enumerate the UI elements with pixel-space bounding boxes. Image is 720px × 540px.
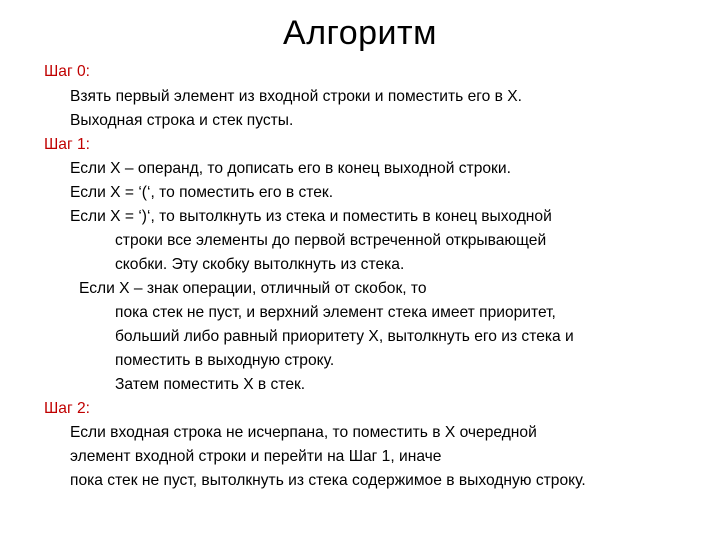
- step-1-line-8: больший либо равный приоритету X, вытолкнуть его из стека и: [115, 328, 574, 345]
- step-1-line-2: Если X = ‘(‘, то поместить его в стек.: [70, 184, 334, 201]
- step-0-line-2: Выходная строка и стек пусты.: [70, 112, 294, 129]
- step-2-line-1: Если входная строка не исчерпана, то поместить в X очередной: [70, 424, 537, 441]
- step-1-line-9: поместить в выходную строку.: [115, 352, 335, 369]
- step-1-line-1: Если X – операнд, то дописать его в конец выходной строки.: [70, 160, 511, 177]
- step-1-label: Шаг 1:: [44, 136, 90, 153]
- step-0-label: Шаг 0:: [44, 63, 90, 80]
- step-1-line-10: Затем поместить X в стек.: [115, 376, 306, 393]
- step-1-line-3: Если X = ‘)‘, то вытолкнуть из стека и поместить в конец выходной: [70, 208, 552, 225]
- step-1-line-4: строки все элементы до первой встреченной открывающей: [115, 232, 547, 249]
- step-1-line-5: скобки. Эту скобку вытолкнуть из стека.: [115, 256, 405, 273]
- step-2-line-2: элемент входной строки и перейти на Шаг 1, иначе: [70, 448, 442, 465]
- step-2-label: Шаг 2:: [44, 400, 90, 417]
- step-0-line-1: Взять первый элемент из входной строки и поместить его в X.: [70, 88, 522, 105]
- step-1-line-7: пока стек не пуст, и верхний элемент стека имеет приоритет,: [115, 304, 556, 321]
- step-2-line-3: пока стек не пуст, вытолкнуть из стека содержимое в выходную строку.: [70, 472, 586, 489]
- slide-title: Алгоритм: [283, 14, 437, 52]
- step-1-line-6: Если X – знак операции, отличный от скобок, то: [79, 280, 427, 297]
